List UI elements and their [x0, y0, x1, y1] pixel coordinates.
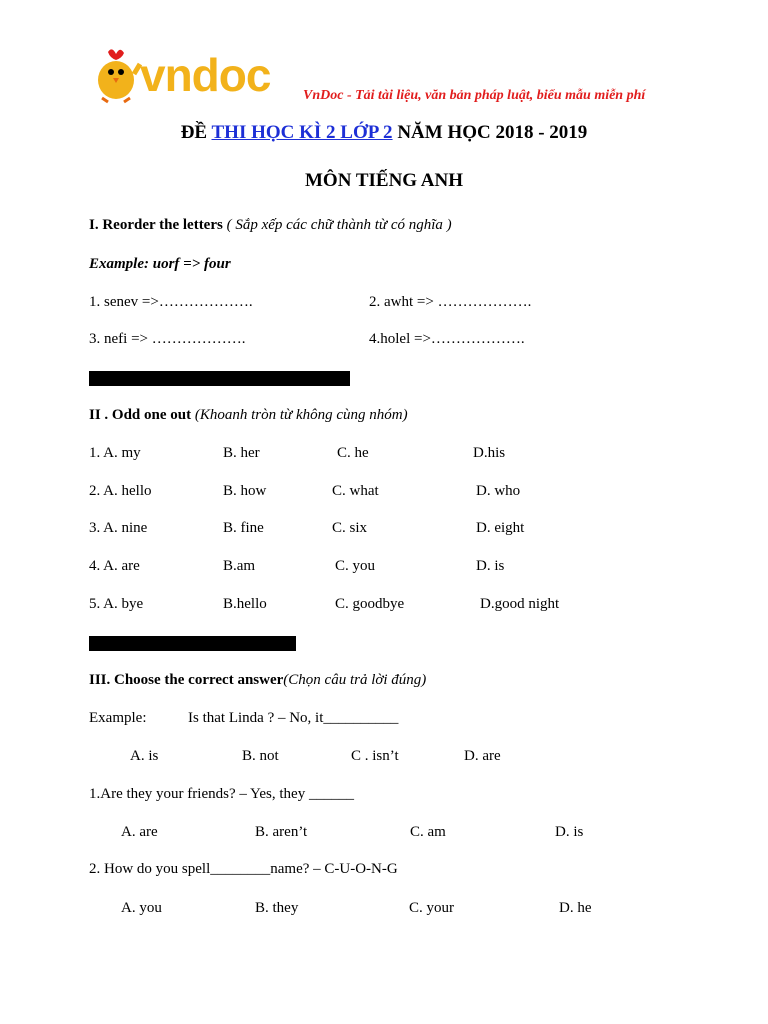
odd-option: 5. A. bye	[89, 596, 144, 612]
example-option: C . isn’t	[351, 748, 399, 764]
odd-option: C. six	[332, 520, 368, 536]
odd-option: B.hello	[223, 596, 267, 612]
odd-option: B. fine	[223, 520, 264, 536]
odd-option: D. is	[476, 558, 505, 574]
odd-option: C. what	[332, 483, 379, 499]
redaction-bar	[89, 636, 296, 651]
example-option: D. are	[464, 748, 501, 764]
example-option: A. is	[130, 748, 159, 764]
answer-option: C. am	[410, 824, 446, 840]
answer-option: A. you	[121, 900, 162, 916]
example-label: Example:	[89, 710, 147, 726]
odd-option: C. you	[335, 558, 376, 574]
odd-option: C. goodbye	[335, 596, 405, 612]
odd-option: 2. A. hello	[89, 483, 152, 499]
title-link[interactable]: THI HỌC KÌ 2 LỚP 2	[211, 122, 393, 143]
redaction-bar	[89, 371, 350, 386]
section1-item: 4.holel =>……………….	[369, 331, 525, 347]
odd-option: D. who	[476, 483, 521, 499]
question-2: 2. How do you spell________name? – C-U-O-N-G	[89, 861, 398, 877]
section1-item: 2. awht => ……………….	[369, 294, 532, 310]
odd-option: D. eight	[476, 520, 525, 536]
odd-option: 4. A. are	[89, 558, 140, 574]
odd-option: B. her	[223, 445, 260, 461]
section1-item: 1. senev =>……………….	[89, 294, 253, 310]
logo	[90, 46, 300, 106]
answer-option: D. he	[559, 900, 592, 916]
odd-option: B. how	[223, 483, 267, 499]
subject-title: MÔN TIẾNG ANH	[304, 170, 463, 191]
answer-option: D. is	[555, 824, 584, 840]
odd-option: D.good night	[480, 596, 560, 612]
odd-option: B.am	[223, 558, 256, 574]
chicken-mascot-icon	[90, 46, 142, 104]
section1-example: Example: uorf => four	[89, 256, 231, 272]
answer-option: B. they	[255, 900, 299, 916]
section1-heading: I. Reorder the letters ( Sắp xếp các chữ thành từ có nghĩa )	[89, 217, 452, 233]
example-option: B. not	[242, 748, 279, 764]
answer-option: B. aren’t	[255, 824, 308, 840]
page-title: ĐỀ THI HỌC KÌ 2 LỚP 2 NĂM HỌC 2018 - 2019	[180, 122, 588, 143]
answer-option: C. your	[409, 900, 454, 916]
question-1: 1.Are they your friends? – Yes, they ______	[89, 786, 354, 802]
logo-text: vndoc	[140, 49, 271, 101]
tagline: VnDoc - Tải tài liệu, văn bản pháp luật, biểu mẫu miễn phí	[303, 88, 646, 103]
odd-option: 3. A. nine	[89, 520, 148, 536]
section2-heading: II . Odd one out (Khoanh tròn từ không cùng nhóm)	[89, 407, 408, 423]
odd-option: 1. A. my	[89, 445, 141, 461]
answer-option: A. are	[121, 824, 158, 840]
odd-option: C. he	[337, 445, 369, 461]
section3-heading: III. Choose the correct answer(Chọn câu trả lời đúng)	[89, 672, 427, 688]
example-question: Is that Linda ? – No, it__________	[188, 710, 399, 726]
section1-item: 3. nefi => ……………….	[89, 331, 246, 347]
odd-option: D.his	[473, 445, 506, 461]
